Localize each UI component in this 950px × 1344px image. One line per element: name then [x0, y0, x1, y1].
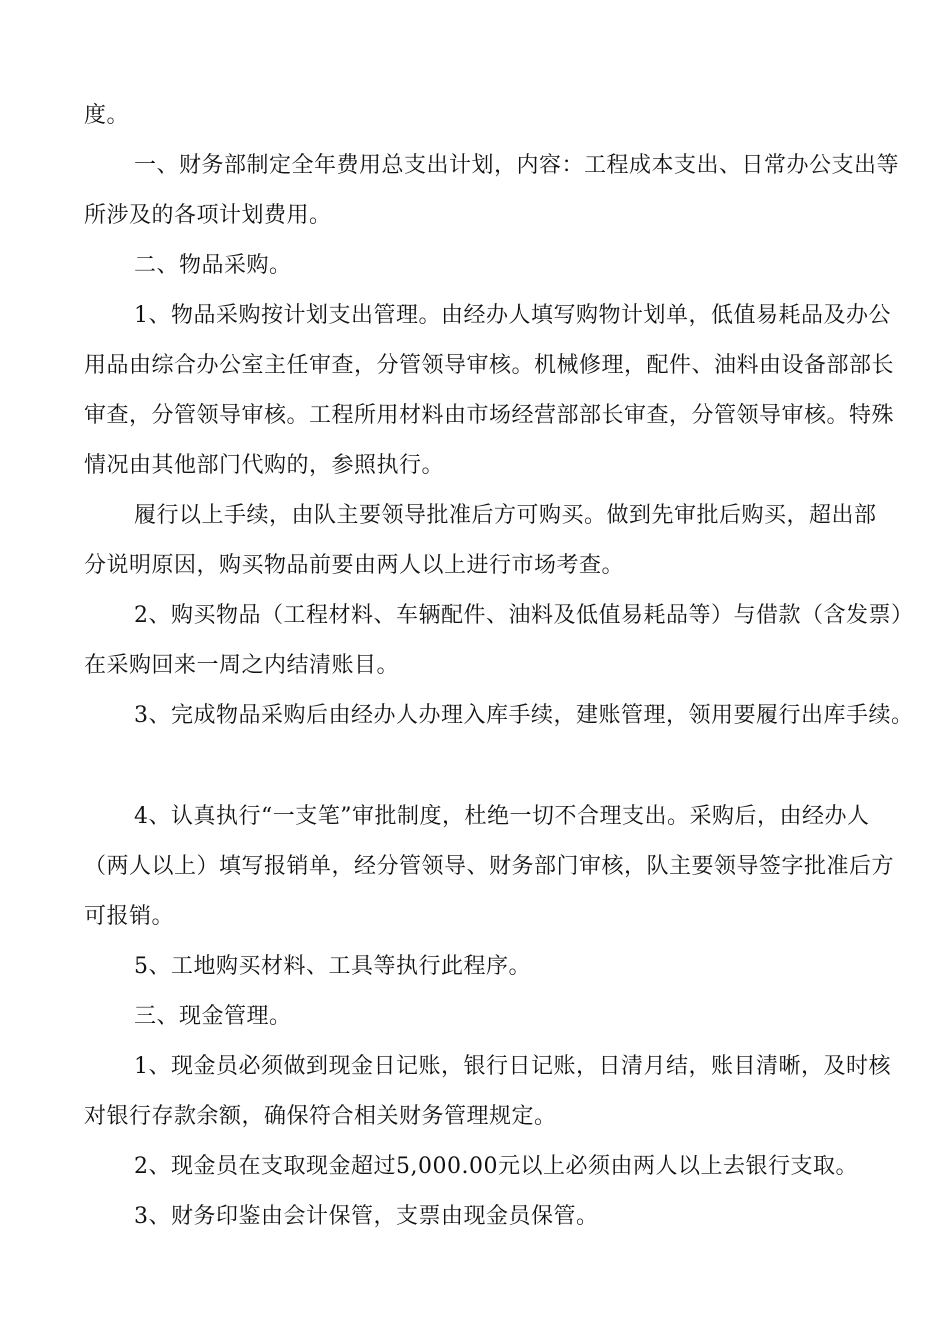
section-heading: 三、现金管理。: [134, 1004, 292, 1029]
text-line: 3、完成物品采购后由经办人办理入库手续，建账管理，领用要履行出库手续。: [134, 703, 914, 728]
text-line: 1、物品采购按计划支出管理。由经办人填写购物计划单，低值易耗品及办公: [134, 303, 891, 328]
text-line: 分说明原因，购买物品前要由两人以上进行市场考查。: [84, 553, 625, 578]
text-line: 2、现金员在支取现金超过5,000.00元以上必须由两人以上去银行支取。: [134, 1154, 858, 1179]
text-line: 审查，分管领导审核。工程所用材料由市场经营部部长审查，分管领导审核。特殊: [84, 403, 895, 428]
text-line: 5、工地购买材料、工具等执行此程序。: [134, 954, 531, 979]
text-line: （两人以上）填写报销单，经分管领导、财务部门审核，队主要领导签字批准后方: [84, 854, 895, 879]
text-line: 在采购回来一周之内结清账目。: [84, 653, 400, 678]
text-line: 一、财务部制定全年费用总支出计划，内容：工程成本支出、日常办公支出等: [134, 153, 900, 178]
text-line: 度。: [84, 103, 130, 128]
text-line: 可报销。: [84, 904, 175, 929]
text-line: 4、认真执行“一支笔”审批制度，杜绝一切不合理支出。采购后，由经办人: [134, 804, 870, 829]
text-line: 2、购买物品（工程材料、车辆配件、油料及低值易耗品等）与借款（含发票）: [134, 603, 914, 628]
section-heading: 二、物品采购。: [134, 253, 292, 278]
text-line: 对银行存款余额，确保符合相关财务管理规定。: [84, 1104, 557, 1129]
text-line: 履行以上手续，由队主要领导批准后方可购买。做到先审批后购买，超出部: [134, 503, 877, 528]
text-line: 3、财务印鉴由会计保管，支票由现金员保管。: [134, 1204, 599, 1229]
text-line: 所涉及的各项计划费用。: [84, 203, 332, 228]
text-line: 情况由其他部门代购的，参照执行。: [84, 453, 445, 478]
text-line: 1、现金员必须做到现金日记账，银行日记账，日清月结，账目清晰，及时核: [134, 1054, 891, 1079]
text-line: 用品由综合办公室主任审查，分管领导审核。机械修理，配件、油料由设备部部长: [84, 353, 895, 378]
